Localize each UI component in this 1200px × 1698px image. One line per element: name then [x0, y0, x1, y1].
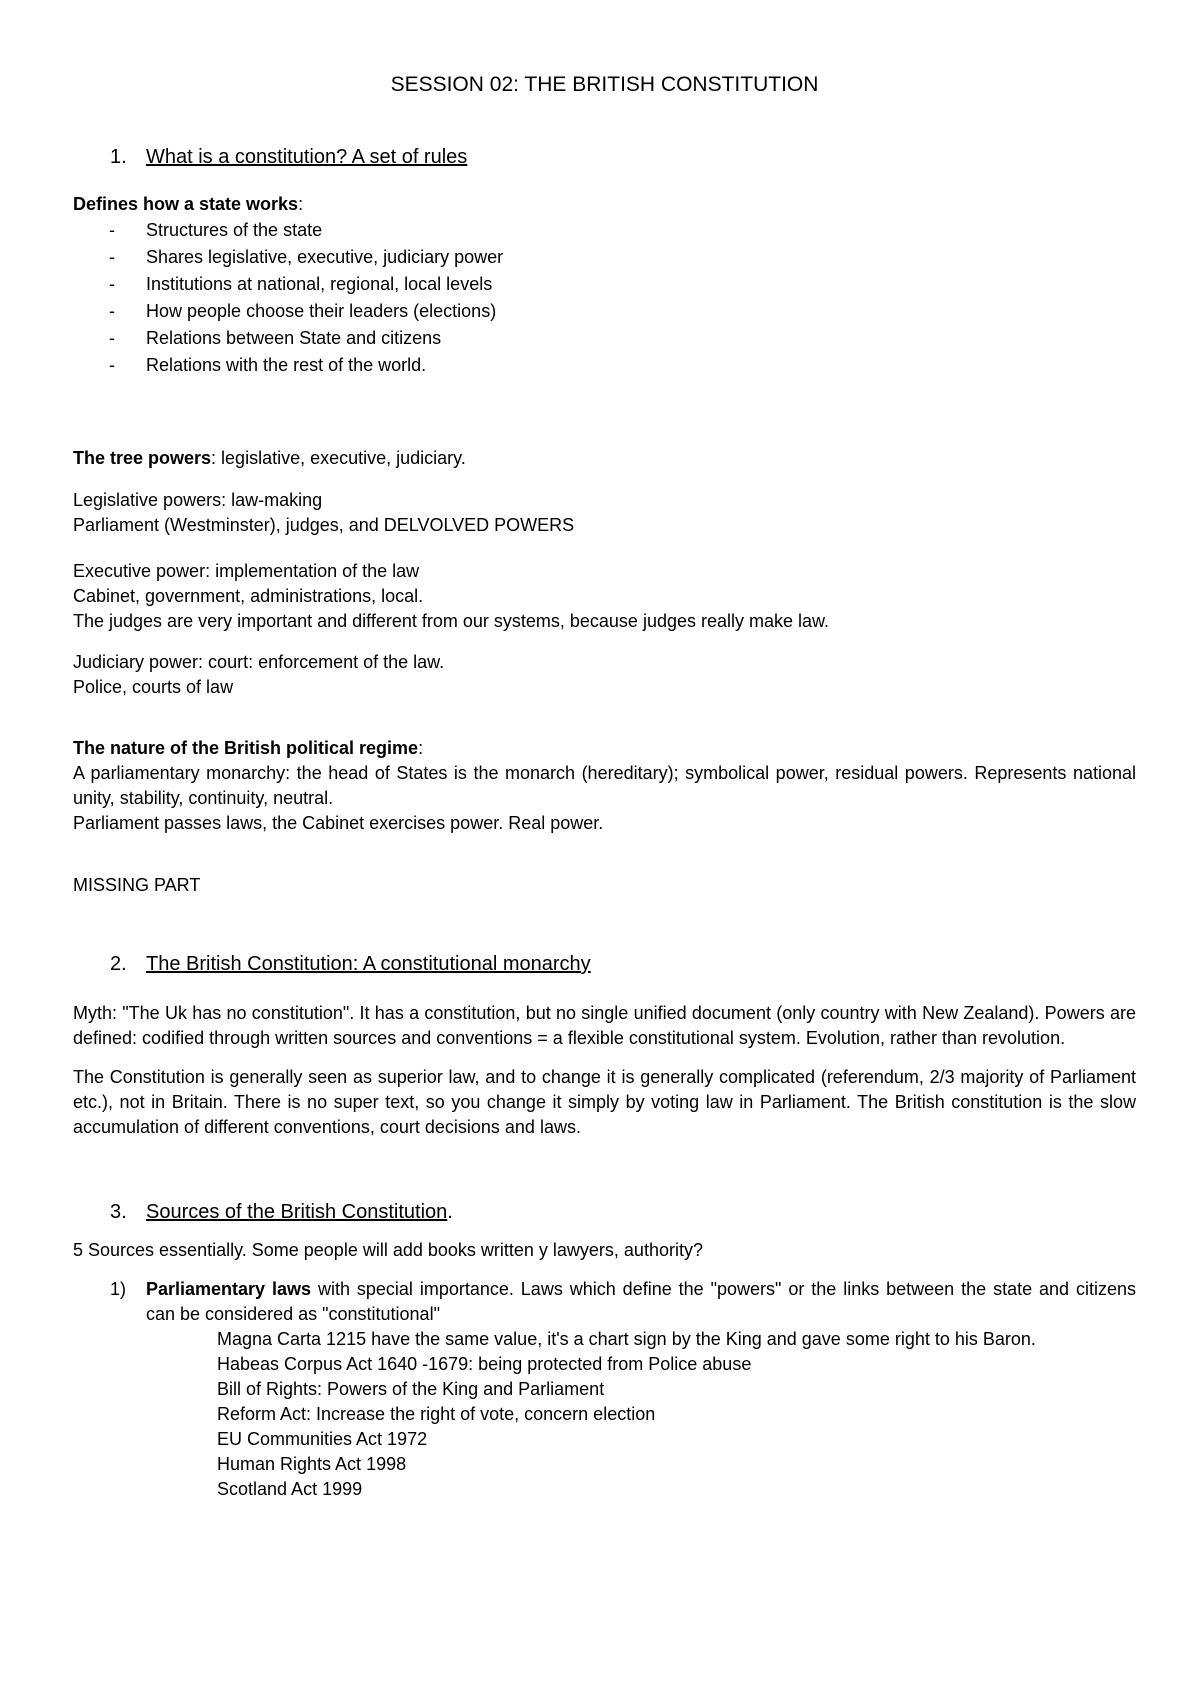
regime-label: The nature of the British political regime [73, 738, 419, 758]
dash-bullet: - [109, 328, 115, 348]
act-item: Habeas Corpus Act 1640 -1679: being protected from Police abuse [217, 1354, 752, 1374]
list-item-text: Relations between State and citizens [146, 328, 442, 348]
section-1-number: 1. [110, 146, 127, 168]
source-item-1 [73, 1277, 1136, 1327]
list-item [73, 325, 1136, 352]
missing-part-note: MISSING PART [73, 875, 201, 895]
list-item-text: How people choose their leaders (elections) [146, 301, 497, 321]
regime-paragraph-1: A parliamentary monarchy: the head of States is the monarch (hereditary); symbolical power, residual powers. Represents national unity, stability, continuity, neutral. [73, 763, 1136, 808]
list-item-text: Shares legislative, executive, judiciary power [146, 247, 504, 267]
document-title: SESSION 02: THE BRITISH CONSTITUTION [390, 73, 819, 96]
tree-powers-text: : legislative, executive, judiciary. [211, 448, 466, 468]
regime-label-line [73, 736, 1136, 761]
dash-bullet: - [109, 355, 115, 375]
dash-bullet: - [109, 301, 115, 321]
defines-line [73, 192, 1136, 217]
section-2-heading [73, 950, 1136, 978]
section-2-paragraph-1: Myth: "The Uk has no constitution". It has a constitution, but no single unified document (only country with New Zealand). Powers are defined: codified through written sources and conventions = a flexible constitutional system. Evolution, rather than revolution. [73, 1003, 1136, 1048]
dash-bullet: - [109, 274, 115, 294]
judiciary-line-1: Judiciary power: court: enforcement of the law. [73, 652, 445, 672]
source-item-1-label: Parliamentary laws [146, 1279, 312, 1299]
act-item: EU Communities Act 1972 [217, 1429, 428, 1449]
regime-paragraph-2: Parliament passes laws, the Cabinet exercises power. Real power. [73, 813, 604, 833]
section-3-title: Sources of the British Constitution [146, 1201, 448, 1223]
executive-line-2: Cabinet, government, administrations, local. [73, 586, 424, 606]
defines-suffix: : [298, 194, 304, 214]
section-1-heading [73, 143, 1136, 171]
act-item: Scotland Act 1999 [217, 1479, 363, 1499]
tree-powers-label: The tree powers [73, 448, 212, 468]
executive-line-3: The judges are very important and different from our systems, because judges really make law. [73, 611, 830, 631]
list-item [73, 352, 1136, 379]
acts-list [73, 1327, 1136, 1502]
legislative-line-1: Legislative powers: law-making [73, 490, 323, 510]
list-item [73, 298, 1136, 325]
act-item: Bill of Rights: Powers of the King and Parliament [217, 1379, 605, 1399]
source-item-1-text: with special importance. Laws which define the "powers" or the links between the state and citizens can be considered as "constitutional" [146, 1279, 1136, 1324]
sources-intro: 5 Sources essentially. Some people will add books written y lawyers, authority? [73, 1240, 703, 1260]
list-item-text: Relations with the rest of the world. [146, 355, 427, 375]
source-item-1-number: 1) [110, 1279, 127, 1299]
executive-line-1: Executive power: implementation of the law [73, 561, 420, 581]
section-3-title-suffix: . [447, 1201, 453, 1223]
legislative-line-2: Parliament (Westminster), judges, and DELVOLVED POWERS [73, 515, 575, 535]
list-item [73, 244, 1136, 271]
section-3-heading [73, 1198, 1136, 1226]
tree-powers-line [73, 446, 1136, 471]
act-item: Magna Carta 1215 have the same value, it's a chart sign by the King and gave some right to his Baron. [217, 1329, 1036, 1349]
list-item [73, 217, 1136, 244]
act-item: Human Rights Act 1998 [217, 1454, 407, 1474]
dash-bullet: - [109, 220, 115, 240]
act-item: Reform Act: Increase the right of vote, concern election [217, 1404, 656, 1424]
list-item-text: Structures of the state [146, 220, 323, 240]
section-2-title: The British Constitution: A constitutional monarchy [146, 953, 591, 975]
section-2-paragraph-2: The Constitution is generally seen as superior law, and to change it is generally complicated (referendum, 2/3 majority of Parliament etc.), not in Britain. There is no super text, so you change it simply by voting law in Parliament. The British constitution is the slow accumulation of different conventions, court decisions and laws. [73, 1067, 1136, 1137]
section-1-title: What is a constitution? A set of rules [146, 146, 468, 168]
judiciary-line-2: Police, courts of law [73, 677, 234, 697]
list-item-text: Institutions at national, regional, local levels [146, 274, 493, 294]
list-item [73, 271, 1136, 298]
section-3-number: 3. [110, 1201, 127, 1223]
section-2-number: 2. [110, 953, 127, 975]
dash-bullet: - [109, 247, 115, 267]
defines-list [73, 217, 1136, 379]
defines-label: Defines how a state works [73, 194, 299, 214]
regime-label-suffix: : [418, 738, 424, 758]
